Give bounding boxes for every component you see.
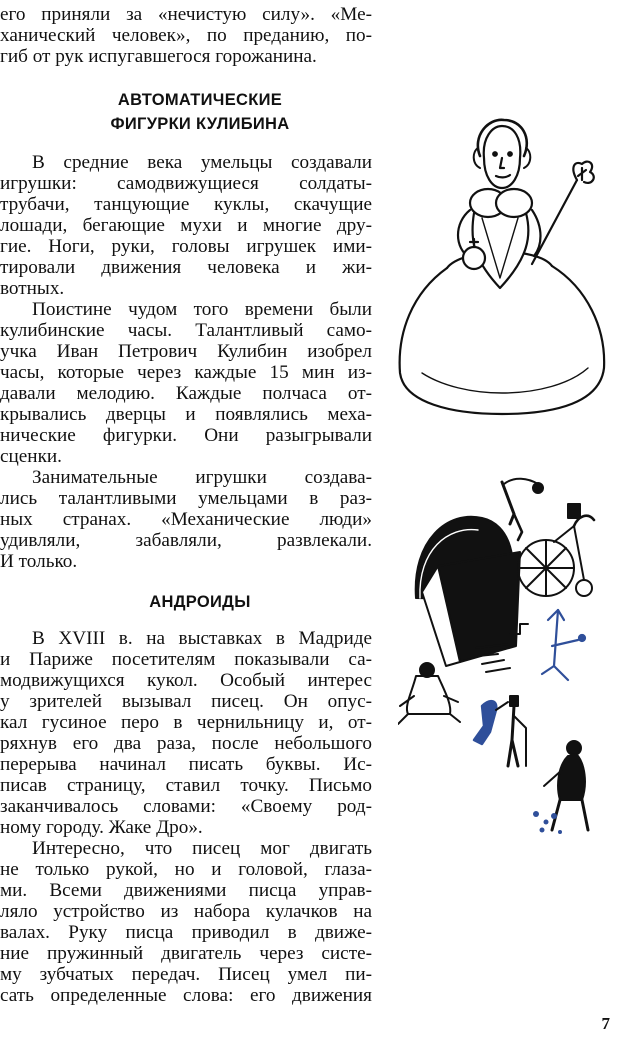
text-line: у зрителей вызывал писец. Он опус- — [0, 691, 372, 712]
text-line: вотных. — [0, 278, 65, 299]
text-line: часы, которые через каждые 15 мин из- — [0, 362, 372, 383]
text-line: сать определенные слова: его движения — [0, 985, 372, 1006]
text-line: тировали движения человека и жи- — [0, 257, 372, 278]
text-line: учка Иван Петрович Кулибин изобрел — [0, 341, 372, 362]
text-line: заканчивалось словами: «Своему род- — [0, 796, 372, 817]
text-line: В XVIII в. на выставках в Мадриде — [32, 628, 372, 649]
text-line: гие. Ноги, руки, головы игрушек ими- — [0, 236, 372, 257]
text-line: не только рукой, но и головой, глаза- — [0, 859, 372, 880]
text-line: перерыва начинал писать буквы. Ис- — [0, 754, 372, 775]
text-line: му зубчатых передач. Писец умел пи- — [0, 964, 372, 985]
text-line: нические фигурки. Они разыгрывали — [0, 425, 372, 446]
empress-figure-illustration — [392, 118, 612, 418]
text-line: кулибинские часы. Талантливый само- — [0, 320, 372, 341]
text-line: кал гусиное перо в чернильницу и, от- — [0, 712, 372, 733]
page-number: 7 — [601, 1014, 610, 1033]
text-line: ных странах. «Механические люди» — [0, 509, 372, 530]
text-line: лись талантливыми умельцами в раз- — [0, 488, 372, 509]
text-line: удивляли, забавляли, развлекали. — [0, 530, 372, 551]
text-line: В средние века умельцы создавали — [32, 152, 372, 173]
section-heading: ФИГУРКИ КУЛИБИНА — [110, 115, 290, 133]
text-line: ние пружинный двигатель через систе- — [0, 943, 372, 964]
text-line: его приняли за «нечистую силу». «Ме- — [0, 4, 372, 25]
text-line: трубачи, танцующие куклы, скачущие — [0, 194, 372, 215]
text-line: ному городу. Жаке Дро». — [0, 817, 203, 838]
text-line: модвижущихся кукол. Особый интерес — [0, 670, 372, 691]
text-line: лошади, бегающие мухи и многие дру- — [0, 215, 372, 236]
text-line: и Париже посетителям показывали са- — [0, 649, 372, 670]
text-line: гиб от рук испугавшегося горожанина. — [0, 46, 317, 67]
text-line: крывались дверцы и появлялись меха- — [0, 404, 372, 425]
text-line: писав страницу, ставил точку. Письмо — [0, 775, 372, 796]
text-line: сценки. — [0, 446, 62, 467]
text-line: игрушки: самодвижущиеся солдаты- — [0, 173, 372, 194]
text-line: И только. — [0, 551, 78, 572]
text-line: Занимательные игрушки создава- — [32, 467, 372, 488]
automatons-illustration — [398, 470, 614, 840]
text-line: ряхнув его два раза, после небольшого — [0, 733, 372, 754]
text-line: Интересно, что писец мог двигать — [32, 838, 372, 859]
text-line: ляло устройство из набора кулачков на — [0, 901, 372, 922]
text-line: валах. Руку писца приводил в движе- — [0, 922, 372, 943]
text-line: ханический человек», по преданию, по- — [0, 25, 372, 46]
text-line: Поистине чудом того времени были — [32, 299, 372, 320]
section-heading: АВТОМАТИЧЕСКИЕ — [117, 91, 283, 109]
text-line: давали мелодию. Каждые полчаса от- — [0, 383, 372, 404]
text-line: ми. Всеми движениями писца управ- — [0, 880, 372, 901]
section-heading: АНДРОИДЫ — [149, 593, 251, 611]
